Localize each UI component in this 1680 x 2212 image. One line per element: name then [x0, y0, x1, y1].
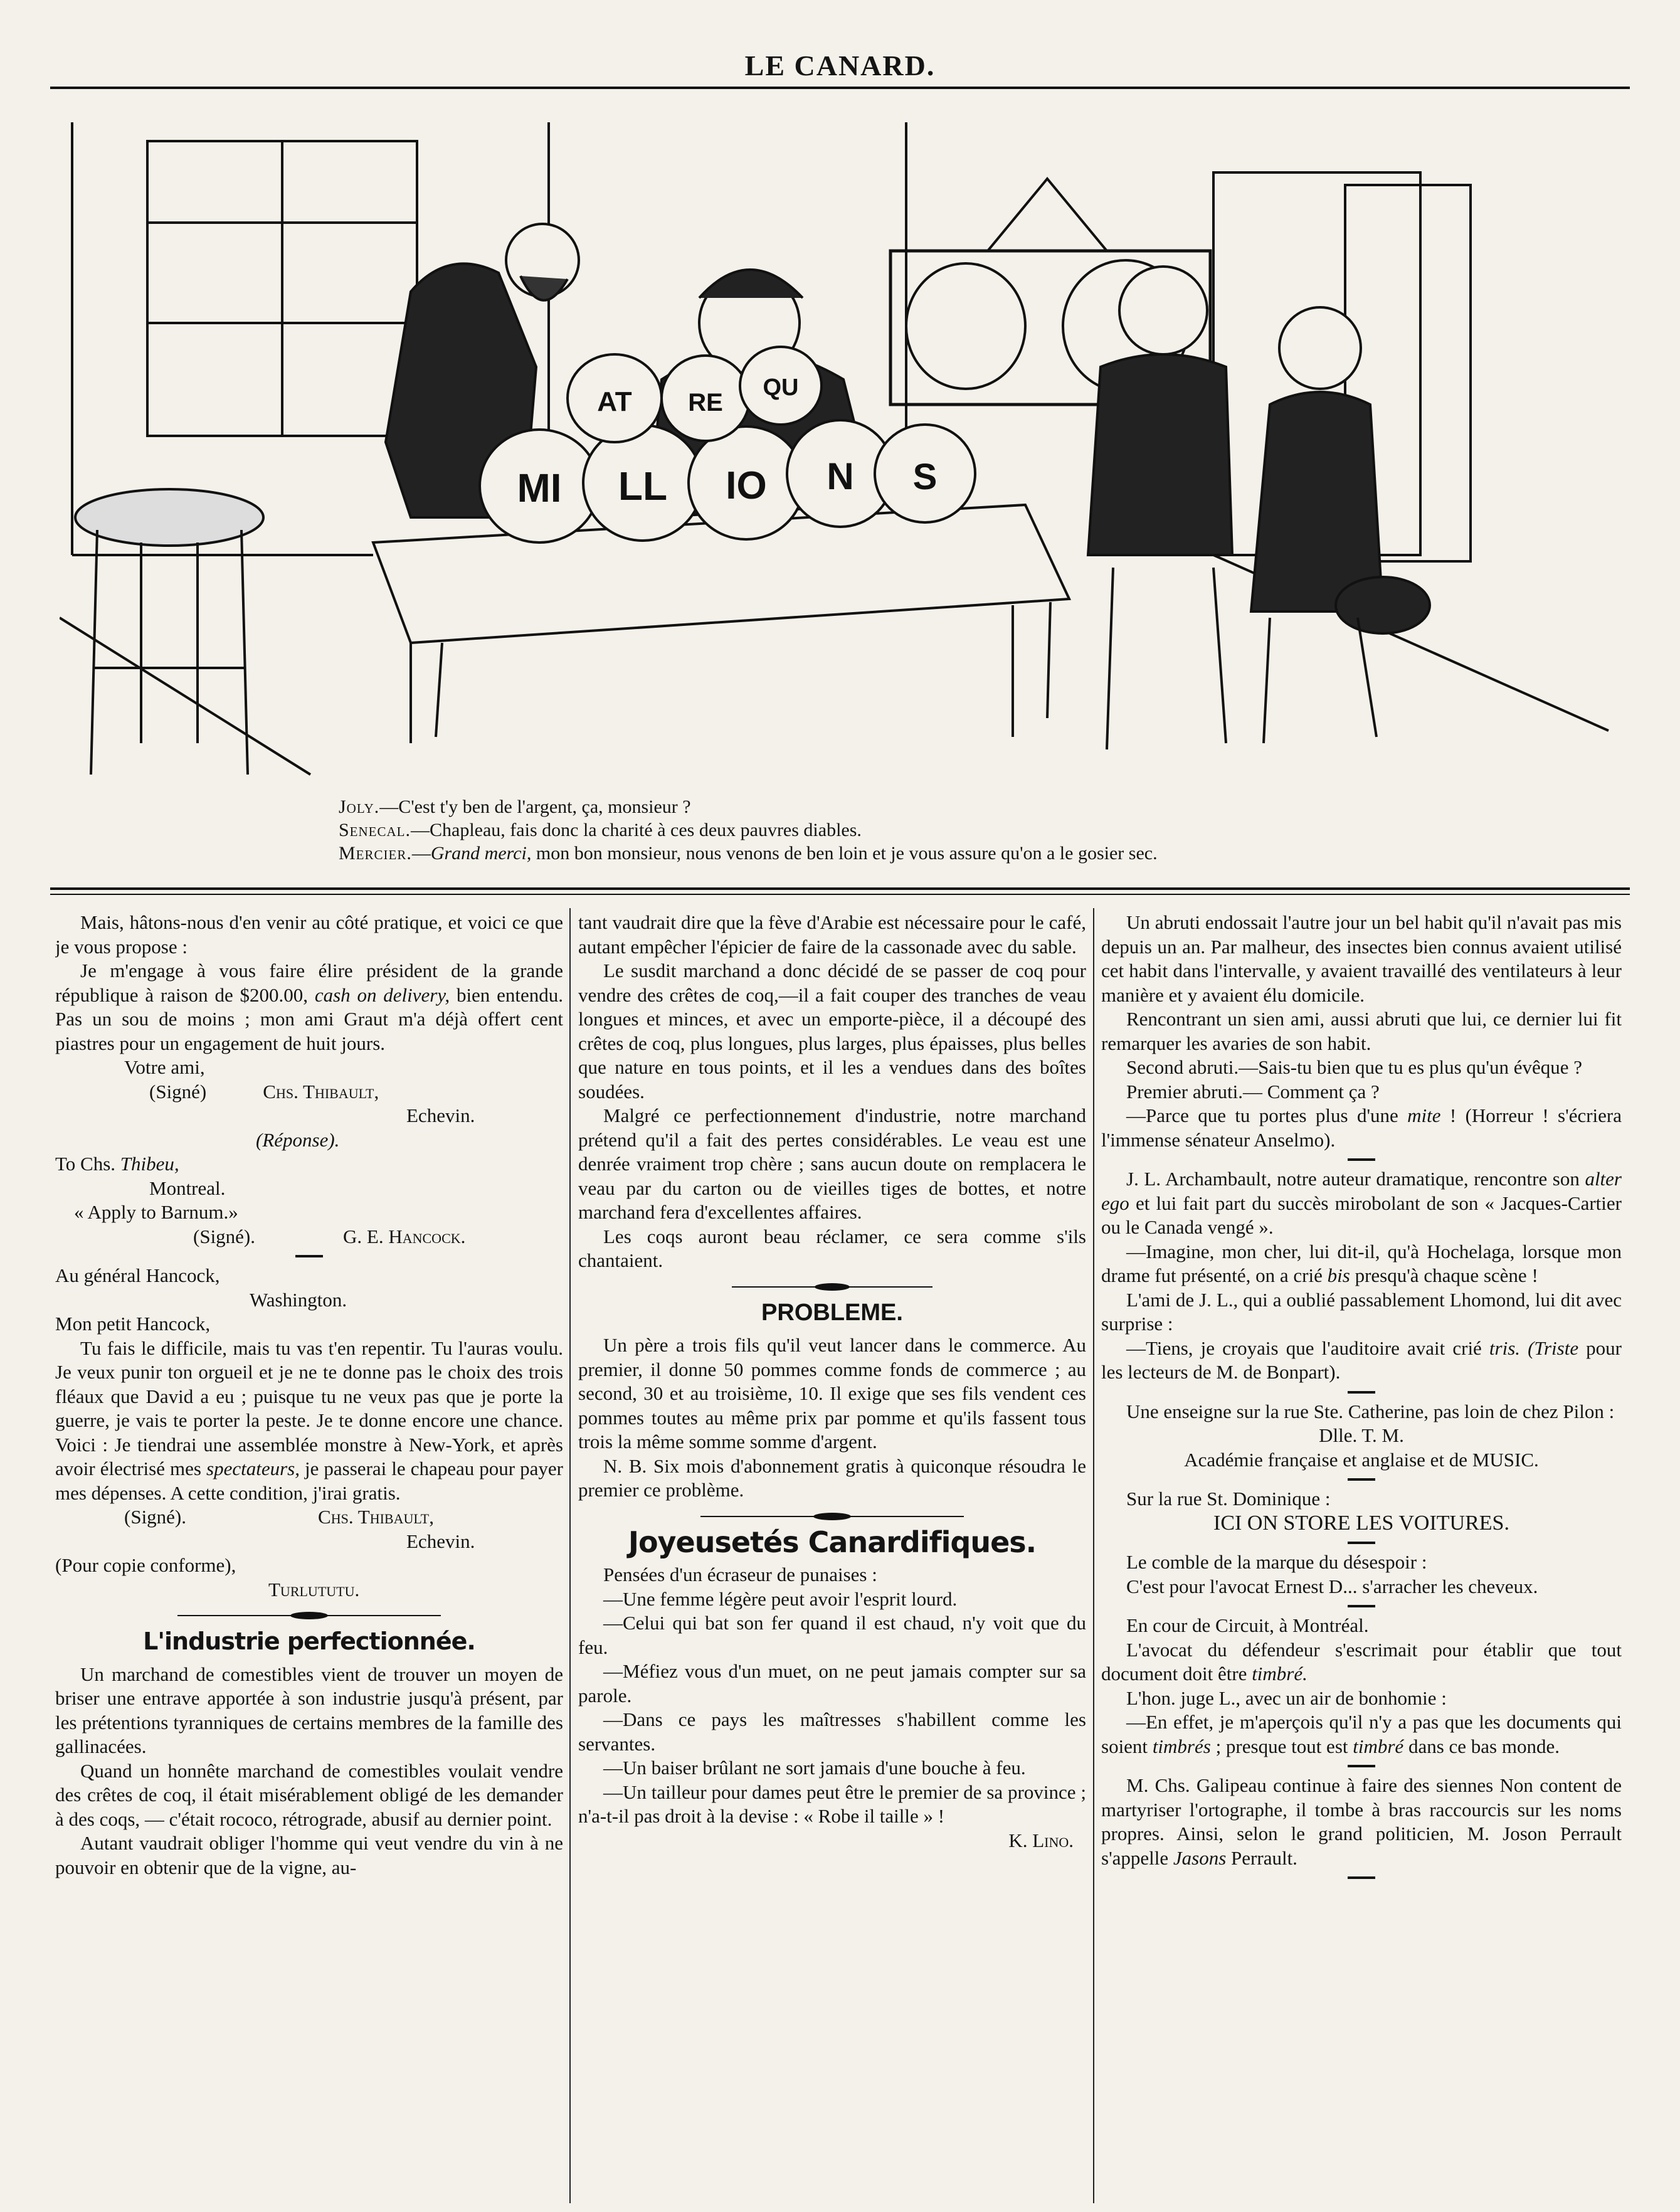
caption-line-3: mon bon monsieur, nous venons de ben loin et je vous assure qu'on a le gosier sec.: [531, 843, 1158, 864]
separator: [1348, 1605, 1375, 1607]
shop-sign: ICI ON STORE LES VOITURES.: [1213, 1511, 1509, 1535]
col3-paragraph: C'est pour l'avocat Ernest D... s'arracher les cheveux.: [1126, 1575, 1538, 1597]
column-rule-1: [569, 908, 571, 2203]
col2-paragraph: —Une femme légère peut avoir l'esprit lourd.: [603, 1587, 958, 1610]
col1-paragraph: Quand un honnête marchand de comestibles voulait vendre des crêtes de coq, il était misérablement obligé de les demander à des coqs, — c'était rococo, rétrograde, abusif au dernier point.: [55, 1759, 563, 1830]
col2-paragraph: Un père a trois fils qu'il veut lancer dans le commerce. Au premier, il donne 50 pommes comme fonds de commerce ; au second, 30 et au troisième, 10. Il exige que ses fils vendent ces pommes toutes au même prix par pomme et qu'ils fassent tous trois la même somme somme d'argent.: [578, 1334, 1086, 1453]
bag-label-re: RE: [688, 389, 723, 416]
separator: [1348, 1391, 1375, 1394]
col3-paragraph: —Imagine, mon cher, lui dit-il, qu'à Hochelaga, lorsque mon drame fut présenté, on a crié bis presqu'à chaque scène !: [1101, 1240, 1622, 1286]
separator: [1348, 1158, 1375, 1161]
quote-line: « Apply to Barnum.»: [74, 1201, 238, 1223]
column-1: [55, 911, 563, 2203]
address-line: Montreal.: [149, 1177, 226, 1199]
bag-label-mi: MI: [517, 465, 562, 511]
bag-label-n: N: [827, 455, 854, 497]
col2-paragraph: Pensées d'un écraseur de punaises :: [603, 1564, 877, 1585]
article-headline: L'industrie perfectionnée.: [143, 1627, 475, 1655]
col2-paragraph: —Dans ce pays les maîtresses s'habillent comme les servantes.: [578, 1708, 1086, 1755]
signature-line: (Signé). G. E. Hancock.: [193, 1225, 466, 1247]
signature-name: Turlututu.: [268, 1578, 360, 1601]
col3-paragraph: En cour de Circuit, à Montréal.: [1126, 1614, 1369, 1636]
ornament-divider: [177, 1611, 441, 1621]
col3-paragraph: —En effet, je m'aperçois qu'il n'y a pas que les documents qui soient timbrés ; presque tout est timbré dans ce bas monde.: [1101, 1711, 1622, 1757]
address-line: To Chs. Thibeu,: [55, 1153, 179, 1175]
col3-paragraph: Un abruti endossait l'autre jour un bel habit qu'il n'avait pas mis depuis un an. Par malheur, des insectes bien connus avaient utilisé cet habit dans l'intervalle, y avaient travaillé des ventilateurs à leur manière et y avaient élu domicile.: [1101, 911, 1622, 1006]
col2-paragraph: tant vaudrait dire que la fève d'Arabie est nécessaire pour le café, autant empêcher l'épicier de faire de la cassonade avec du sable.: [578, 911, 1086, 958]
address-line: Au général Hancock,: [55, 1264, 220, 1286]
col3-paragraph: J. L. Archambault, notre auteur dramatique, rencontre son alter ego et lui fait part du succès mirobolant de son « Jacques-Cartier ou le Canada vengé ».: [1101, 1168, 1622, 1238]
signature-line: (Signé). Chs. Thibault,: [124, 1506, 434, 1528]
shop-sign: Dlle. T. M.: [1319, 1424, 1404, 1446]
ornament-divider: [700, 1511, 964, 1521]
col2-paragraph: —Un tailleur pour dames peut être le premier de sa province ; n'a-t-il pas droit à la devise : « Robe il taille » !: [578, 1781, 1086, 1827]
signature-title: Echevin.: [406, 1530, 475, 1552]
article-headline: Joyeusetés Canardifiques.: [628, 1525, 1037, 1559]
caption-line-1: —C'est t'y ben de l'argent, ça, monsieur ?: [379, 796, 691, 817]
col3-paragraph: Une enseigne sur la rue Ste. Catherine, pas loin de chez Pilon :: [1126, 1400, 1615, 1422]
col2-paragraph: Les coqs auront beau réclamer, ce sera comme s'ils chantaient.: [578, 1225, 1086, 1271]
col2-paragraph: Malgré ce perfectionnement d'industrie, notre marchand prétend qu'il a fait des pertes considérables. Le veau est une denrée vraiment trop chère ; sans aucun doute on remplacera le veau par du carton ou de vieilles tiges de bottes, et notre marchand fera d'excellentes affaires.: [578, 1104, 1086, 1223]
caption-rule: [50, 887, 1630, 890]
copy-note: (Pour copie conforme),: [55, 1554, 236, 1576]
col3-paragraph: Premier abruti.— Comment ça ?: [1126, 1080, 1380, 1103]
signature-title: Echevin.: [406, 1104, 475, 1126]
caption-speaker-senecal: Senecal.: [339, 820, 411, 840]
col2-paragraph: —Un baiser brûlant ne sort jamais d'une bouche à feu.: [603, 1757, 1026, 1779]
separator: [1348, 1765, 1375, 1767]
col3-paragraph: L'ami de J. L., qui a oublié passablement Lhomond, lui dit avec surprise :: [1101, 1288, 1622, 1335]
col2-paragraph: —Celui qui bat son fer quand il est chaud, n'y voit que du feu.: [578, 1612, 1086, 1658]
col1-paragraph: Je m'engage à vous faire élire président de la grande république à raison de $200.00, cash on delivery, bien entendu. Pas un sou de moins ; mon ami Graut m'a déjà offert cent piastres pour un engagement de huit jours.: [55, 960, 563, 1054]
col1-paragraph: Tu fais le difficile, mais tu vas t'en repentir. Tu l'auras voulu. Je veux punir ton orgueil et je ne te donne pas le choix des trois fléaux que David a eu ; puisque tu ne veux pas que je porte la guerre, je vais te porter la peste. Je te donne encore une chance. Voici : Je tiendrai une assemblée monstre à New-York, et après avoir électrisé mes spectateurs, je passerai le chapeau pour payer mes dépenses. A cette condition, j'irai gratis.: [55, 1336, 563, 1504]
signature-line: Votre ami,: [124, 1056, 205, 1078]
col1-paragraph: Mais, hâtons-nous d'en venir au côté pratique, et voici ce que je vous propose :: [55, 911, 563, 958]
col2-paragraph: N. B. Six mois d'abonnement gratis à quiconque résoudra le premier ce problème.: [578, 1454, 1086, 1501]
col3-paragraph: L'avocat du défendeur s'escrimait pour établir que tout document doit être timbré.: [1101, 1638, 1622, 1685]
bag-label-at: AT: [597, 386, 632, 417]
caption-line-2: —Chapleau, fais donc la charité à ces deux pauvres diables.: [411, 820, 862, 840]
cartoon-illustration: [60, 116, 1621, 781]
bag-label-s: S: [912, 457, 938, 497]
salutation: Mon petit Hancock,: [55, 1313, 211, 1335]
col3-paragraph: M. Chs. Galipeau continue à faire des siennes Non content de martyriser l'ortographe, il tombe à bras raccourcis sur les noms propres. Ainsi, selon le grand politicien, M. Joson Perrault s'appelle Jasons Perrault.: [1101, 1774, 1622, 1869]
column-2: [578, 911, 1086, 2203]
address-line: Washington.: [250, 1288, 347, 1311]
reponse-label: (Réponse).: [256, 1128, 340, 1151]
caption-line-3-italic: Grand merci,: [430, 843, 532, 864]
article-headline: PROBLEME.: [761, 1299, 903, 1326]
bag-label-io: IO: [726, 464, 767, 507]
separator: [1348, 1876, 1375, 1879]
col3-paragraph: Le comble de la marque du désespoir :: [1126, 1551, 1427, 1573]
col3-paragraph: Second abruti.—Sais-tu bien que tu es plus qu'un évêque ?: [1126, 1056, 1583, 1078]
signature-line: (Signé) Chs. Thibault,: [149, 1080, 379, 1103]
col3-paragraph: —Tiens, je croyais que l'auditoire avait crié tris. (Triste pour les lecteurs de M. de Bonpart).: [1101, 1336, 1622, 1383]
header-rule: [50, 87, 1630, 89]
ornament-divider: [732, 1282, 932, 1292]
signature-name: K. Lino.: [1008, 1829, 1074, 1851]
col2-paragraph: Le susdit marchand a donc décidé de se passer de coq pour vendre des crêtes de coq,—il a fait couper des tranches de veau longues et minces, et avec un emporte-pièce, il a découpé des crêtes de coq, plus longues, plus larges, plus épaisses, plus belles que nature en tous points, et il les a vendues dans des boîtes soudées.: [578, 960, 1086, 1103]
separator: [1348, 1478, 1375, 1481]
caption-speaker-mercier: Mercier.: [339, 843, 412, 864]
bag-label-qu: QU: [763, 374, 799, 401]
column-rule-2: [1093, 908, 1094, 2203]
separator: [295, 1255, 323, 1257]
cartoon-caption: Joly.—C'est t'y ben de l'argent, ça, monsieur ? Senecal.—Chapleau, fais donc la charité à ces deux pauvres diables. Mercier.—Grand merci, mon bon monsieur, nous venons de ben loin et je vous assure qu'on a le gosier sec.: [339, 796, 1158, 864]
masthead: LE CANARD.: [744, 50, 936, 82]
bag-label-ll: LL: [618, 463, 668, 509]
col3-paragraph: Rencontrant un sien ami, aussi abruti que lui, ce dernier lui fit remarquer les avaries de son habit.: [1101, 1008, 1622, 1054]
column-3: [1101, 911, 1622, 2203]
col1-paragraph: Un marchand de comestibles vient de trouver un moyen de briser une entrave apportée à son industrie jusqu'à présent, par les prétentions tyranniques de certains membres de la famille des gallinacées.: [55, 1663, 563, 1757]
col3-paragraph: —Parce que tu portes plus d'une mite ! (Horreur ! s'écriera l'immense sénateur Anselmo).: [1101, 1104, 1622, 1151]
separator: [1348, 1542, 1375, 1544]
caption-speaker-joly: Joly.: [339, 796, 380, 817]
caption-rule-thin: [50, 894, 1630, 895]
col3-paragraph: Sur la rue St. Dominique :: [1126, 1488, 1331, 1510]
shop-sign: Académie française et anglaise et de MUSIC.: [1184, 1448, 1539, 1471]
col3-paragraph: L'hon. juge L., avec un air de bonhomie :: [1126, 1686, 1447, 1709]
col1-paragraph: Autant vaudrait obliger l'homme qui veut vendre du vin à ne pouvoir en obtenir que de la vigne, au-: [55, 1832, 563, 1878]
col2-paragraph: —Méfiez vous d'un muet, on ne peut jamais compter sur sa parole.: [578, 1660, 1086, 1707]
